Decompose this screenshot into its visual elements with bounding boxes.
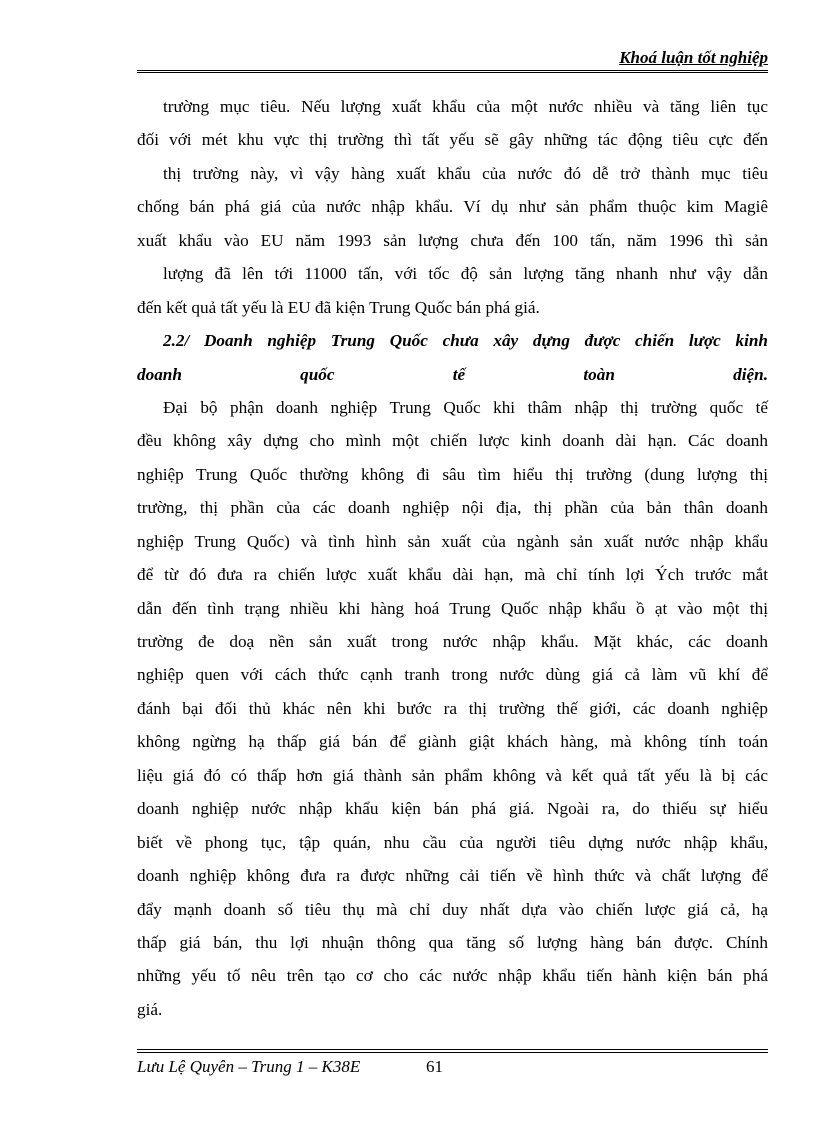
- body-line: doanh nghiệp nước nhập khẩu kiện bán phá giá. Ngoài ra, do thiếu sự hiểu: [137, 799, 768, 819]
- body-line: thị trường này, vì vậy hàng xuất khẩu của nước đó dễ trở thành mục tiêu: [163, 163, 768, 183]
- section-heading: 2.2/ Doanh nghiệp Trung Quốc chưa xây dựng được chiến lược kinh: [163, 331, 768, 351]
- body-line: chống bán phá giá của nước nhập khẩu. Ví dụ như sản phẩm thuộc kim Magiê: [137, 197, 768, 217]
- header-title: Khoá luận tốt nghiệp: [619, 48, 768, 67]
- page-footer: [137, 1049, 768, 1076]
- document-body: [137, 90, 768, 1026]
- body-line: trường, thị phần của các doanh nghiệp nội địa, thị phần của bản thân doanh: [137, 498, 768, 518]
- body-line: đến kết quả tất yếu là EU đã kiện Trung Quốc bán phá giá.: [137, 297, 540, 317]
- body-line: nghiệp Trung Quốc thường không đi sâu tìm hiểu thị trường (dung lượng thị: [137, 464, 768, 484]
- page-header: [137, 46, 768, 73]
- body-line: liệu giá đó có thấp hơn giá thành sản phẩm không và kết quả tất yếu là bị các: [137, 765, 768, 785]
- body-line: đối với mét khu vực thị trường thì tất yếu sẽ gây những tác động tiêu cực đến: [137, 130, 768, 150]
- body-line: biết về phong tục, tập quán, nhu cầu của người tiêu dựng nước nhập khẩu,: [137, 832, 768, 852]
- body-line: đánh bại đối thủ khác nên khi bước ra thị trường thế giới, các doanh nghiệp: [137, 698, 768, 718]
- section-heading: doanh quốc tế toàn diện.: [137, 364, 768, 384]
- body-line: xuất khẩu vào EU năm 1993 sản lượng chưa đến 100 tấn, năm 1996 thì sản: [137, 230, 768, 250]
- body-line: không ngừng hạ thấp giá bán để giành giật khách hàng, mà không tính toán: [137, 732, 768, 752]
- footer-author: Lưu Lệ Quyên – Trung 1 – K38E: [137, 1057, 361, 1076]
- body-line: những yếu tố nêu trên tạo cơ cho các nước nhập khẩu tiến hành kiện bán phá: [137, 966, 768, 986]
- body-line: giá.: [137, 999, 163, 1019]
- body-line: trường đe doạ nền sản xuất trong nước nhập khẩu. Mặt khác, các doanh: [137, 632, 768, 651]
- body-line: dẫn đến tình trạng nhiều khi hàng hoá Trung Quốc nhập khẩu ồ ạt vào một thị: [137, 598, 768, 618]
- body-line: để từ đó đưa ra chiến lược xuất khẩu dài hạn, mà chỉ tính lợi Ých trước mắt: [137, 565, 768, 585]
- body-line: nghiệp quen với cách thức cạnh tranh trong nước dùng giá cả làm vũ khí để: [137, 665, 768, 685]
- body-line: đẩy mạnh doanh số tiêu thụ mà chỉ duy nhất dựa vào chiến lược giá cả, hạ: [137, 899, 768, 919]
- body-line: lượng đã lên tới 11000 tấn, với tốc độ sản lượng tăng nhanh như vậy dẫn: [163, 264, 768, 284]
- body-line: trường mục tiêu. Nếu lượng xuất khẩu của một nước nhiều và tăng liên tục: [163, 97, 768, 116]
- body-line: nghiệp Trung Quốc) và tình hình sản xuất của ngành sản xuất nước nhập khẩu: [137, 531, 768, 551]
- body-line: thấp giá bán, thu lợi nhuận thông qua tăng số lượng hàng bán được. Chính: [137, 932, 768, 952]
- body-line: đều không xây dựng cho mình một chiến lược kinh doanh dài hạn. Các doanh: [137, 431, 768, 451]
- body-line: Đại bộ phận doanh nghiệp Trung Quốc khi thâm nhập thị trường quốc tế: [163, 397, 768, 417]
- page-number: 61: [426, 1057, 443, 1076]
- body-line: doanh nghiệp không đưa ra được những cải tiến về hình thức và chất lượng để: [137, 866, 768, 886]
